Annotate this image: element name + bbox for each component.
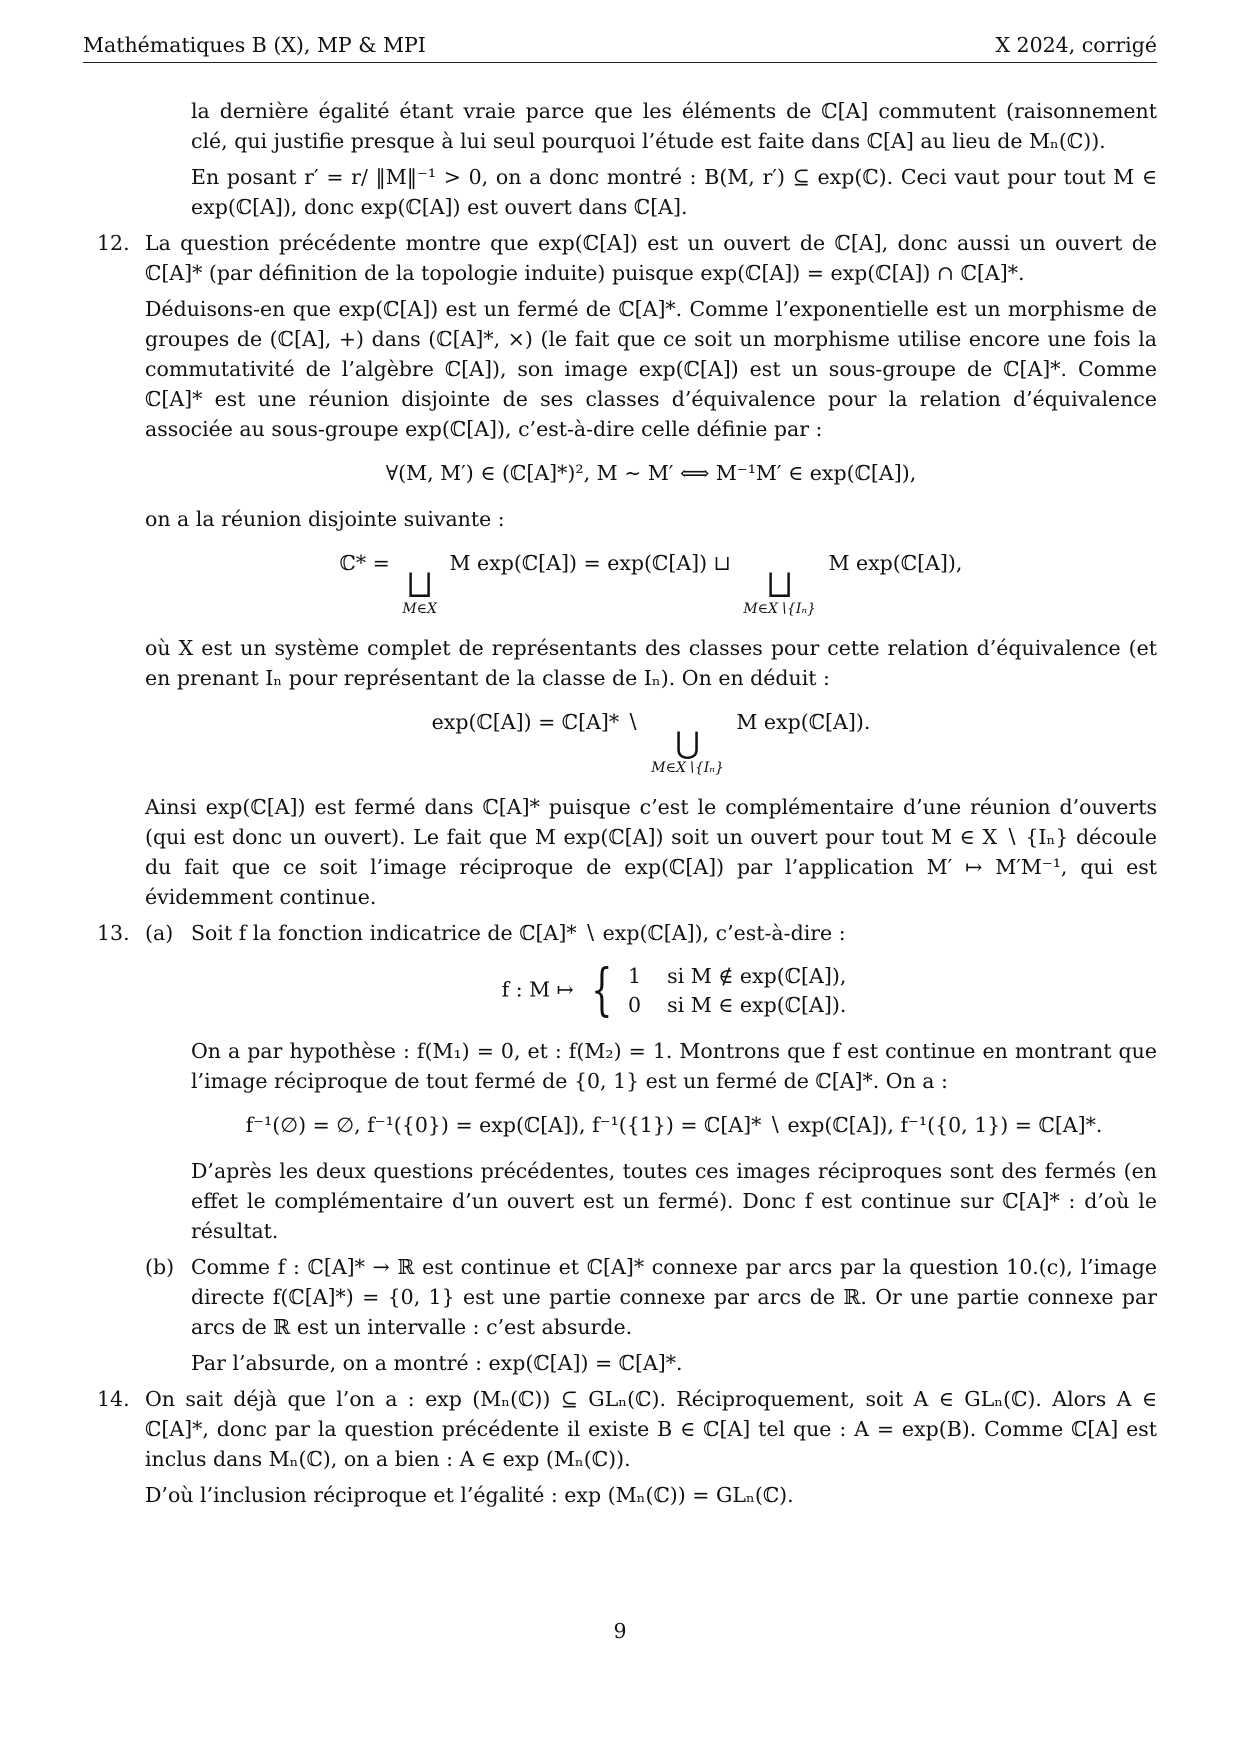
- equation-complement: [145, 707, 1157, 776]
- case-row-1: 1 si M ∉ exp(ℂ[A]),: [628, 964, 847, 988]
- operator-subscript: M∈X: [402, 601, 438, 617]
- subquestion-b: [145, 1252, 1157, 1378]
- q13b-paragraph-2: Par l’absurde, on a montré : exp(ℂ[A]) = ℂ[A]*.: [191, 1351, 683, 1375]
- subquestion-a: [145, 918, 1157, 1246]
- subquestion-label: (a): [145, 921, 174, 945]
- equation-preimages: [191, 1110, 1157, 1140]
- q11-paragraph-1: la dernière égalité étant vraie parce que les éléments de ℂ[A] commutent (raisonnement clé, qui justifie presque à lui seul pourquoi l’étude est faite dans ℂ[A] au lieu de Mₙ(ℂ)).: [191, 99, 1157, 153]
- q13a-paragraph-2: On a par hypothèse : f(M₁) = 0, et : f(M₂) = 1. Montrons que f est continue en montrant que l’image réciproque de tout fermé de {0, 1} est un fermé de ℂ[A]*. On a :: [191, 1039, 1157, 1093]
- q11-block: [145, 96, 1157, 222]
- equation-lhs: exp(ℂ[A]) = ℂ[A]* ∖: [431, 710, 639, 734]
- q13b-paragraph-1: Comme f : ℂ[A]* → ℝ est continue et ℂ[A]* connexe par arcs par la question 10.(c), l’image directe f(ℂ[A]*) = {0, 1} est une partie connexe par arcs de ℝ. Or une partie connexe par arcs de ℝ est un intervalle : c’est absurde.: [191, 1255, 1157, 1339]
- equation-text: ∀(M, M′) ∈ (ℂ[A]*)², M ∼ M′ ⟺ M⁻¹M′ ∈ exp(ℂ[A]),: [385, 461, 917, 485]
- q12-paragraph-2: Déduisons-en que exp(ℂ[A]) est un fermé de ℂ[A]*. Comme l’exponentielle est un morphisme de groupes de (ℂ[A], +) dans (ℂ[A]*, ×) (le fait que ce soit un morphisme utilise encore une fois la commutativité de l’algèbre ℂ[A]), son image exp(ℂ[A]) est un sous-groupe de ℂ[A]*. Comme ℂ[A]* est une réunion disjointe de ses classes d’équivalence pour la relation d’équivalence associée au sous-groupe exp(ℂ[A]), c’est-à-dire celle définie par :: [145, 297, 1157, 441]
- q12-paragraph-4: où X est un système complet de représentants des classes pour cette relation d’équivalence (et en prenant Iₙ pour représentant de la classe de Iₙ). On en déduit :: [145, 636, 1157, 690]
- union-symbol: ⋃: [675, 726, 700, 761]
- cases-block: [580, 958, 847, 1023]
- equation-lhs: f : M ↦: [501, 977, 574, 1002]
- equation-rhs: M exp(ℂ[A]),: [828, 551, 963, 575]
- equation-disjoint-union: [145, 548, 1157, 617]
- union-operator: [651, 728, 724, 776]
- q12-paragraph-5: Ainsi exp(ℂ[A]) est fermé dans ℂ[A]* puisque c’est le complémentaire d’une réunion d’ouverts (qui est donc un ouvert). Le fait que M exp(ℂ[A]) soit un ouvert pour tout M ∈ X ∖ {Iₙ} découle du fait que ce soit l’image réciproque de exp(ℂ[A]) par l’application M′ ↦ M′M⁻¹, qui est évidemment continue.: [145, 795, 1157, 909]
- case-row-2: 0 si M ∈ exp(ℂ[A]).: [628, 993, 847, 1017]
- equation-rhs: M exp(ℂ[A]).: [736, 710, 871, 734]
- q11-continuation: [83, 96, 1157, 222]
- page-body: [83, 96, 1157, 1516]
- question-13: [83, 918, 1157, 1378]
- question-number: 14.: [97, 1387, 130, 1411]
- header-left-title: Mathématiques B (X), MP & MPI: [83, 33, 426, 57]
- q11-paragraph-2: En posant r′ = r/ ‖M‖⁻¹ > 0, on a donc montré : B(M, r′) ⊆ exp(ℂ). Ceci vaut pour tout M ∈ exp(ℂ[A]), donc exp(ℂ[A]) est ouvert dans ℂ[A].: [191, 165, 1157, 219]
- question-number: 13.: [97, 921, 130, 945]
- page-number: 9: [613, 1619, 627, 1643]
- running-header: [83, 28, 1157, 63]
- header-right-title: X 2024, corrigé: [995, 33, 1157, 57]
- equation-indicator-function: [191, 958, 1157, 1023]
- q13a-paragraph-1: Soit f la fonction indicatrice de ℂ[A]* ∖ exp(ℂ[A]), c’est-à-dire :: [191, 921, 846, 945]
- q14-paragraph-2: D’où l’inclusion réciproque et l’égalité : exp (Mₙ(ℂ)) = GLₙ(ℂ).: [145, 1483, 794, 1507]
- q12-paragraph-1: La question précédente montre que exp(ℂ[A]) est un ouvert de ℂ[A], donc aussi un ouvert de ℂ[A]* (par définition de la topologie induite) puisque exp(ℂ[A]) = exp(ℂ[A]) ∩ ℂ[A]*.: [145, 231, 1157, 285]
- equation-middle: M exp(ℂ[A]) = exp(ℂ[A]) ⊔: [449, 551, 731, 575]
- question-number: 12.: [97, 231, 130, 255]
- operator-subscript: M∈X∖{Iₙ}: [743, 601, 816, 617]
- subquestion-label: (b): [145, 1255, 175, 1279]
- disjoint-union-symbol: ⨆: [767, 567, 792, 602]
- disjoint-union-operator: [402, 569, 437, 617]
- q13a-paragraph-3: D’après les deux questions précédentes, toutes ces images réciproques sont des fermés (en effet le complémentaire d’un ouvert est un fermé). Donc f est continue sur ℂ[A]* : d’où le résultat.: [191, 1159, 1157, 1243]
- question-14: [83, 1384, 1157, 1510]
- q12-paragraph-3: on a la réunion disjointe suivante :: [145, 507, 505, 531]
- q14-paragraph-1: On sait déjà que l’on a : exp (Mₙ(ℂ)) ⊆ GLₙ(ℂ). Réciproquement, soit A ∈ GLₙ(ℂ). Alors A ∈ ℂ[A]*, donc par la question précédente il existe B ∈ ℂ[A] tel que : A = exp(B). Comme ℂ[A] est inclus dans Mₙ(ℂ), on a bien : A ∈ exp (Mₙ(ℂ)).: [145, 1387, 1157, 1471]
- question-12: [83, 228, 1157, 912]
- cases-rows: [628, 962, 846, 1020]
- left-brace: {: [591, 958, 613, 1023]
- disjoint-union-operator: [743, 569, 816, 617]
- disjoint-union-symbol: ⨆: [407, 567, 432, 602]
- equation-equivalence-relation: [145, 458, 1157, 488]
- equation-text: f⁻¹(∅) = ∅, f⁻¹({0}) = exp(ℂ[A]), f⁻¹({1}) = ℂ[A]* ∖ exp(ℂ[A]), f⁻¹({0, 1}) = ℂ[A]*.: [245, 1113, 1103, 1137]
- equation-lhs: ℂ* =: [339, 551, 390, 575]
- operator-subscript: M∈X∖{Iₙ}: [651, 760, 724, 776]
